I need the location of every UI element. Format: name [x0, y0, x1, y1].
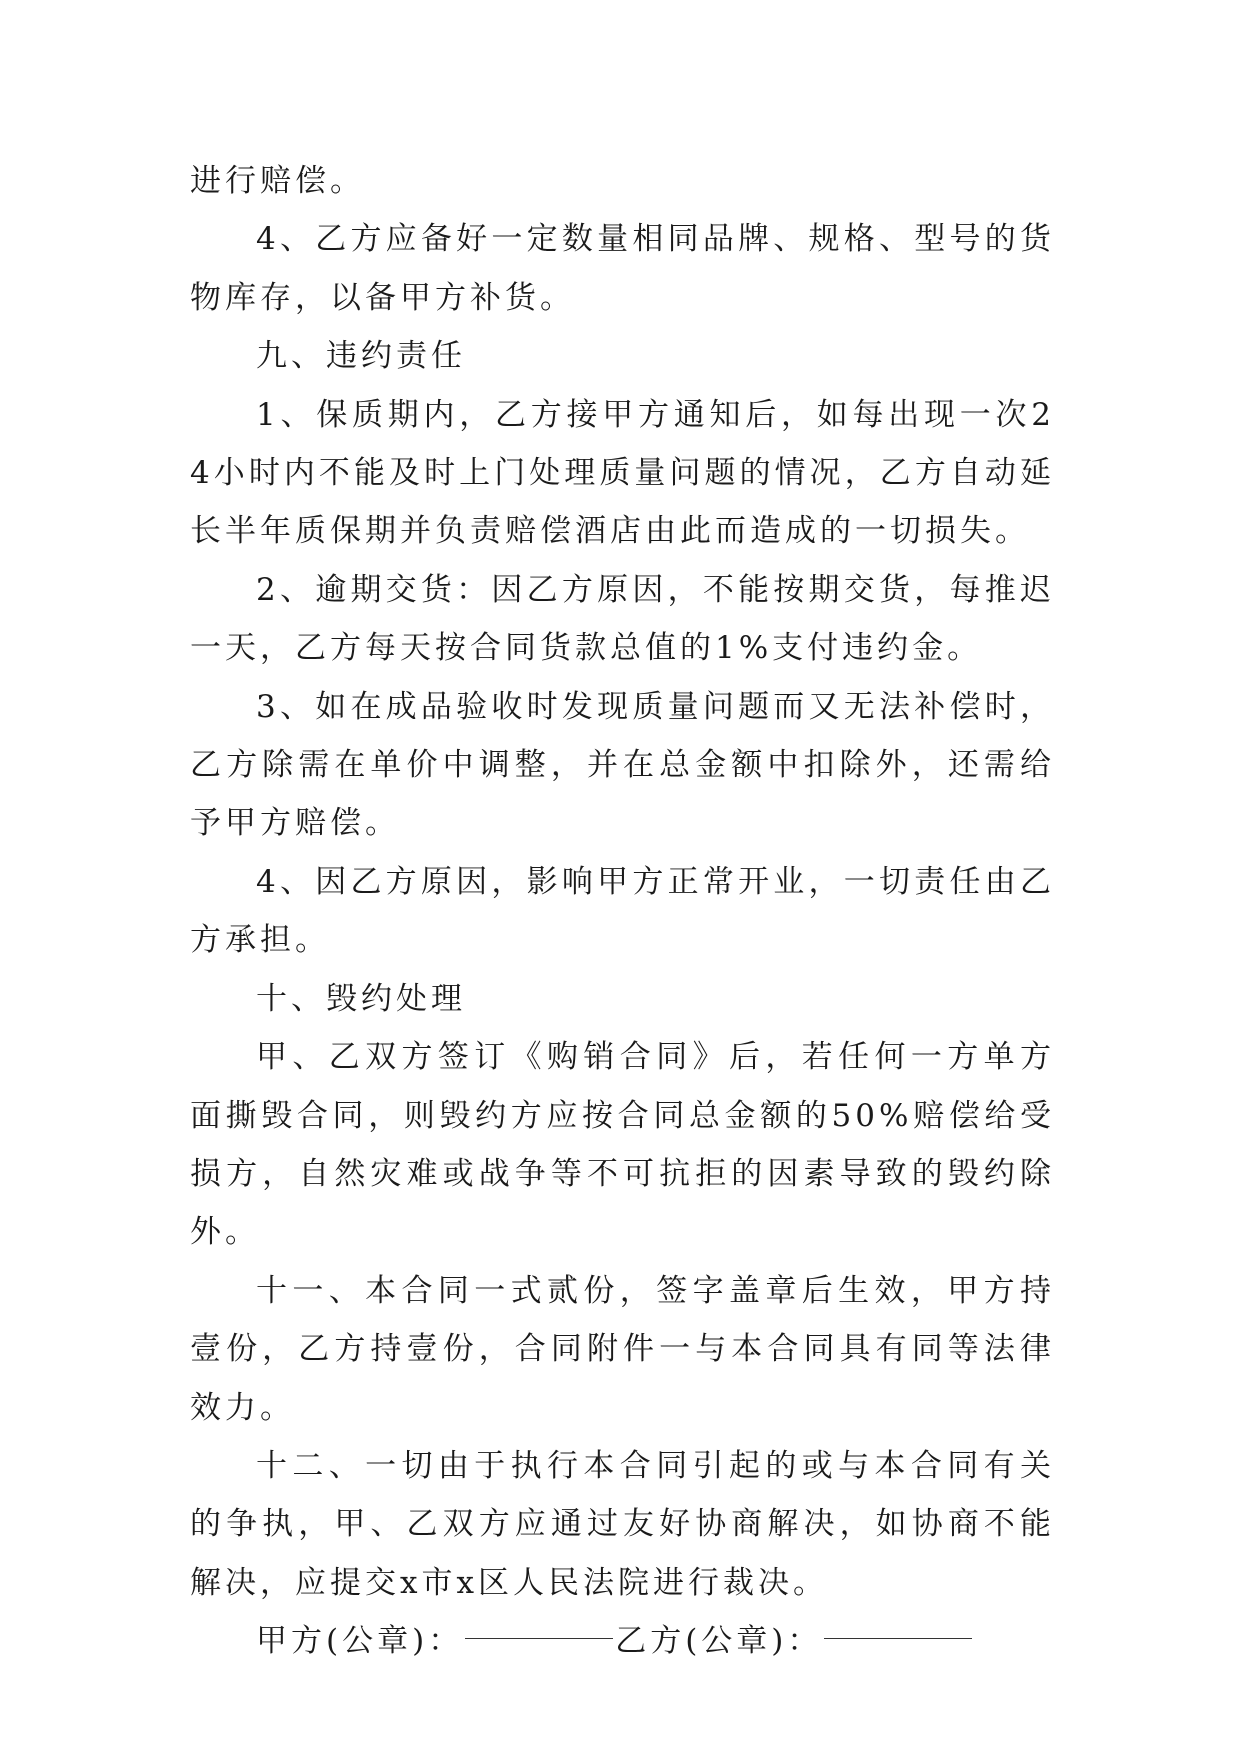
signature-row	[190, 1612, 1055, 1670]
paragraph-warranty-clause: 1、保质期内，乙方接甲方通知后，如每出现一次24小时内不能及时上门处理质量问题的情况，乙方自动延长半年质保期并负责赔偿酒店由此而造成的一切损失。	[190, 396, 1055, 550]
section-heading-breach: 九、违约责任	[256, 338, 466, 375]
paragraph-quality-issue-clause: 3、如在成品验收时发现质量问题而又无法补偿时，乙方除需在单价中调整，并在总金额中扣除外，还需给予甲方赔偿。	[190, 688, 1055, 842]
party-a-seal-blank	[465, 1637, 613, 1639]
paragraph-compensation-end: 进行赔偿。	[190, 163, 365, 199]
paragraph-copies-clause: 十一、本合同一式贰份，签字盖章后生效，甲方持壹份，乙方持壹份，合同附件一与本合同具有同等法律效力。	[190, 1272, 1055, 1426]
paragraph-dispute-clause: 十二、一切由于执行本合同引起的或与本合同有关的争执，甲、乙双方应通过友好协商解决，如协商不能解决，应提交x市x区人民法院进行裁决。	[190, 1447, 1055, 1601]
section-heading-termination: 十、毁约处理	[256, 980, 466, 1017]
paragraph-inventory-clause: 4、乙方应备好一定数量相同品牌、规格、型号的货物库存，以备甲方补货。	[190, 221, 1055, 316]
party-b-seal-label: 乙方(公章)：	[615, 1623, 823, 1660]
document-body	[190, 152, 1055, 1671]
party-b-seal-blank	[824, 1637, 972, 1639]
party-a-seal-label: 甲方(公章)：	[256, 1623, 464, 1660]
paragraph-late-delivery-clause: 2、逾期交货：因乙方原因，不能按期交货，每推迟一天，乙方每天按合同货款总值的1%支付违约金。	[190, 571, 1055, 667]
paragraph-opening-impact-clause: 4、因乙方原因，影响甲方正常开业，一切责任由乙方承担。	[190, 863, 1055, 959]
paragraph-termination-clause: 甲、乙双方签订《购销合同》后，若任何一方单方面撕毁合同，则毁约方应按合同总金额的50%赔偿给受损方，自然灾难或战争等不可抗拒的因素导致的毁约除外。	[190, 1039, 1055, 1251]
